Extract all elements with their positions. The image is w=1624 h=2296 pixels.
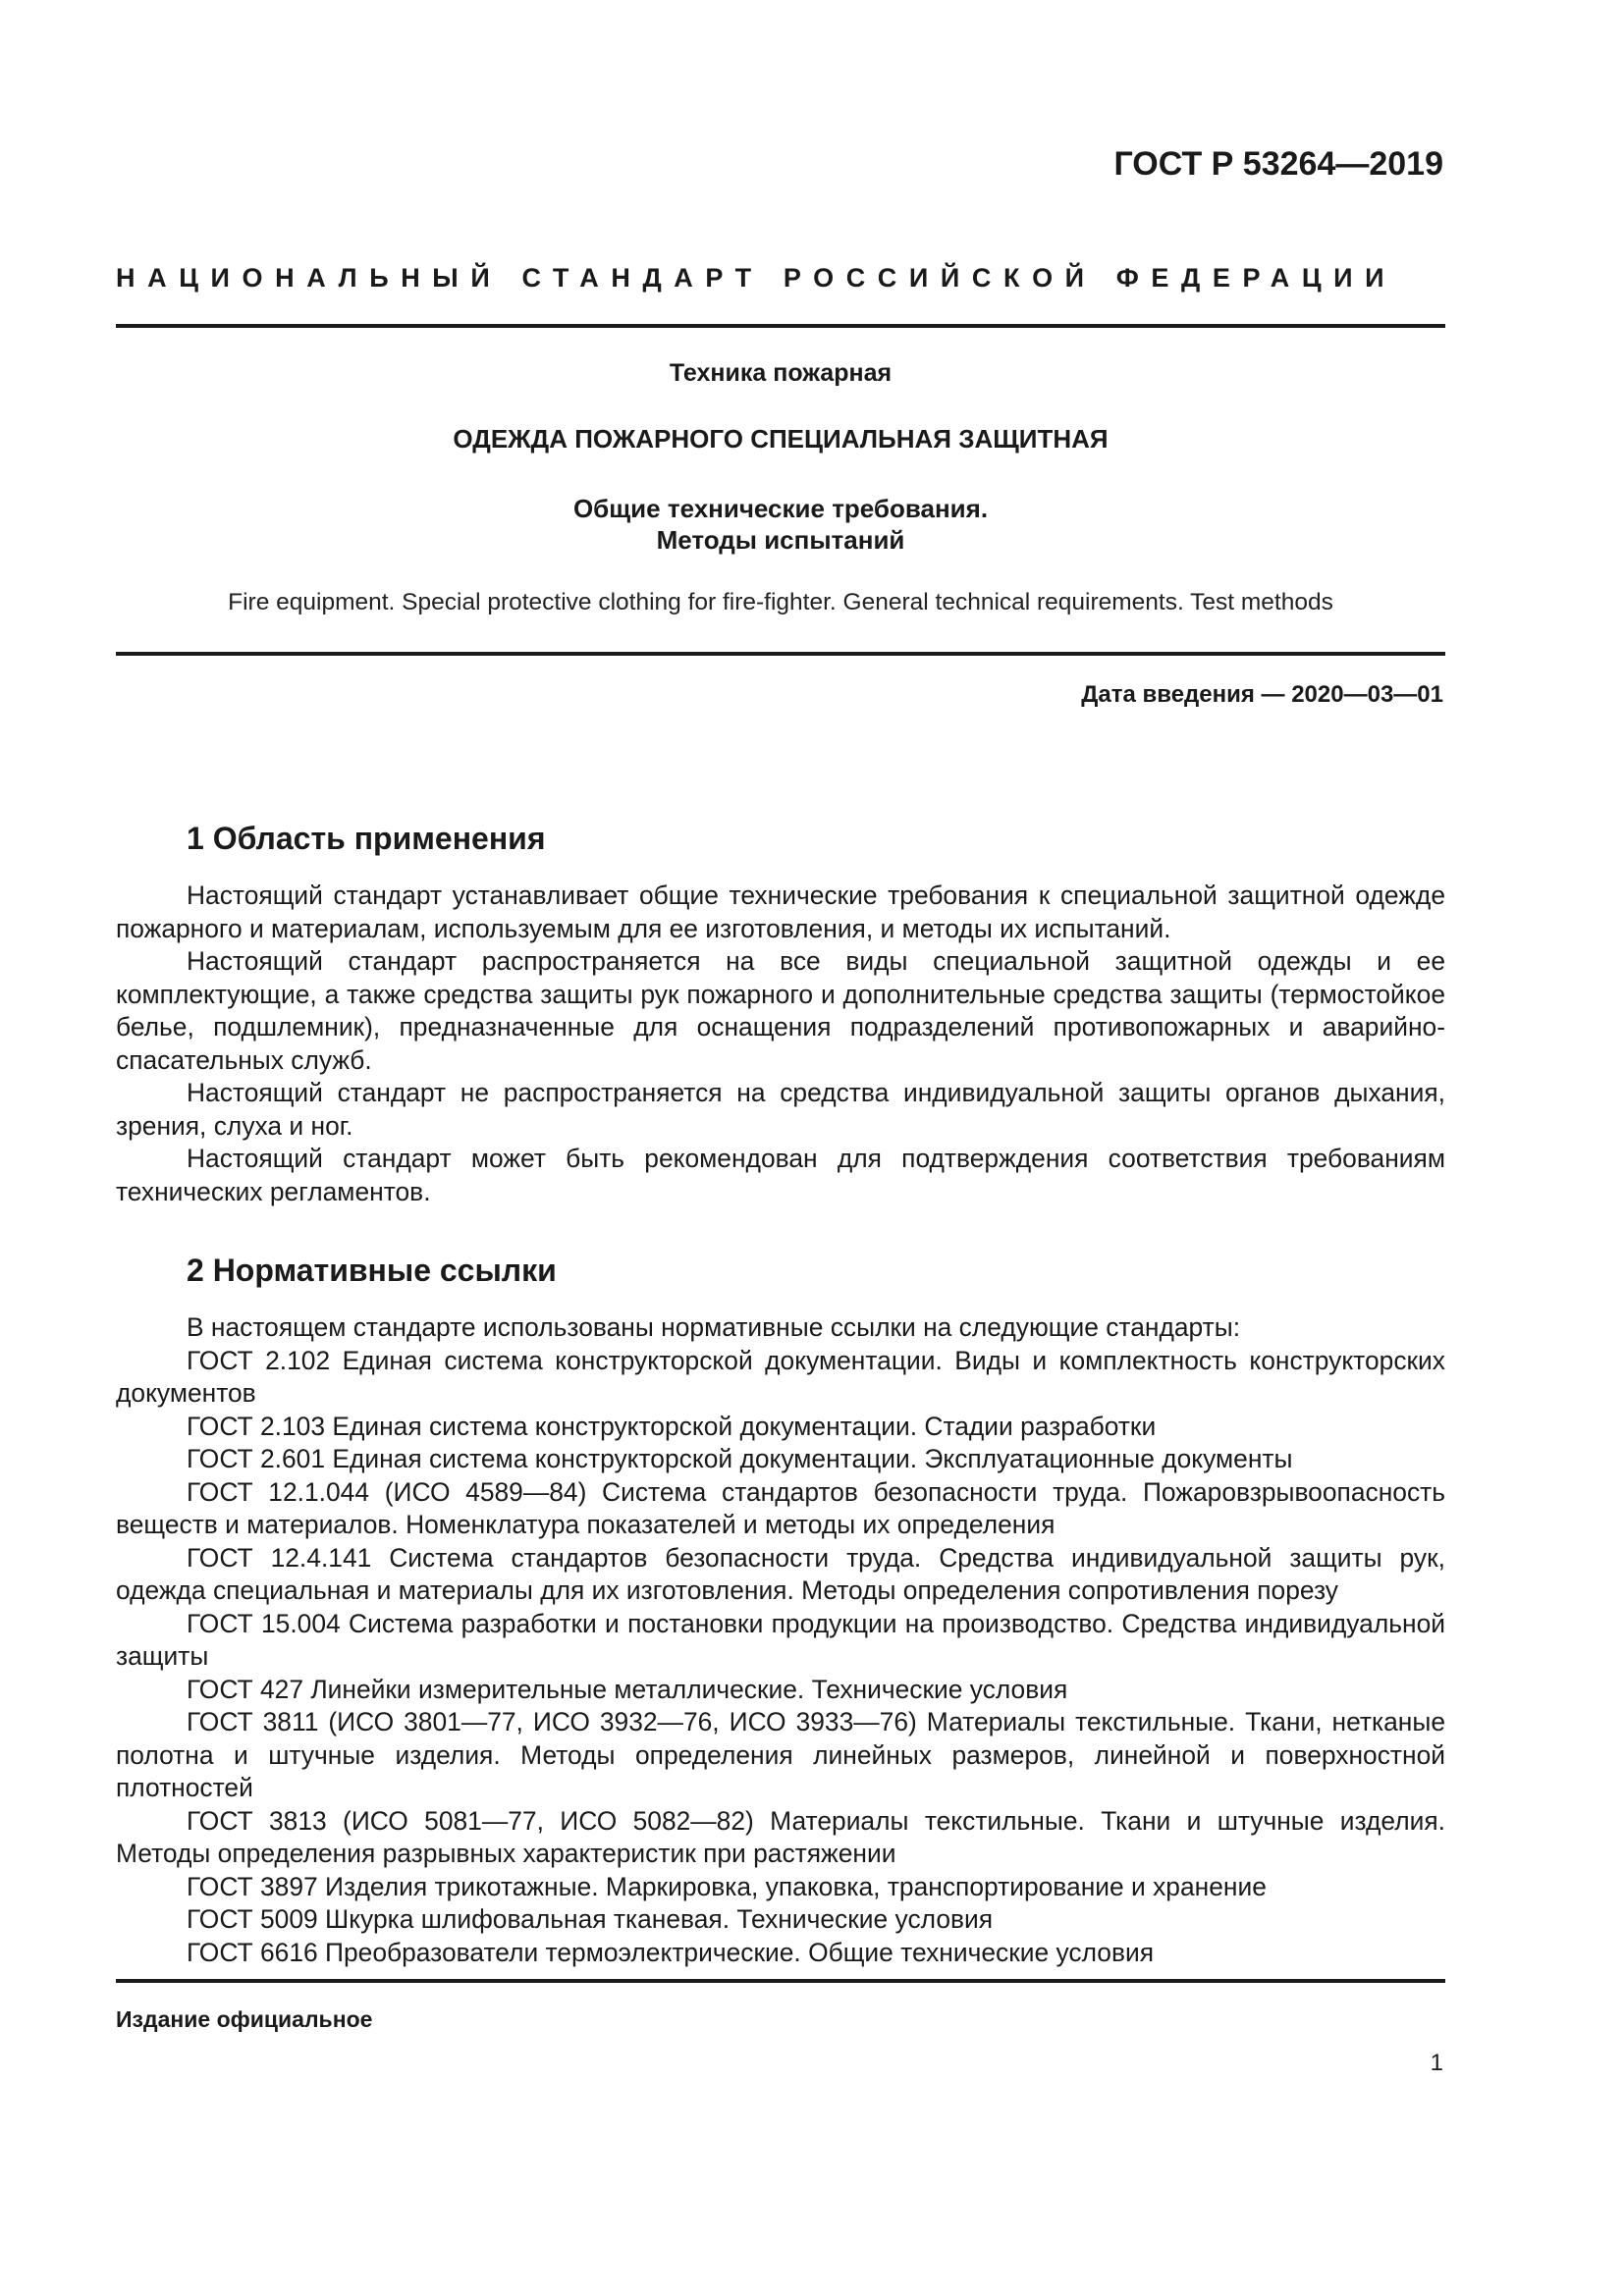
reference-item: ГОСТ 3813 (ИСО 5081—77, ИСО 5082—82) Материалы текстильные. Ткани и штучные изделия. Методы определения разрывных характеристик при растяжении	[116, 1805, 1445, 1868]
document-code: ГОСТ Р 53264—2019	[1113, 145, 1443, 183]
title-bottom-rule	[116, 652, 1445, 656]
paragraph: Настоящий стандарт может быть рекомендован для подтверждения соответствия требованиям технических регламентов.	[116, 1144, 1445, 1206]
section-1-heading: 1 Область применения	[187, 821, 546, 856]
reference-item: ГОСТ 12.1.044 (ИСО 4589—84) Система стандартов безопасности труда. Пожаровзрывоопасность веществ и материалов. Номенклатура показателей и методы их определения	[116, 1476, 1445, 1539]
section-2-body	[116, 1311, 1445, 1969]
reference-item: ГОСТ 15.004 Система разработки и постановки продукции на производство. Средства индивидуальной защиты	[116, 1608, 1445, 1671]
section-2-heading: 2 Нормативные ссылки	[187, 1253, 557, 1288]
reference-item: ГОСТ 2.103 Единая система конструкторской документации. Стадии разработки	[187, 1411, 1157, 1441]
references-intro: В настоящем стандарте использованы нормативные ссылки на следующие стандарты:	[187, 1312, 1241, 1342]
reference-item: ГОСТ 2.102 Единая система конструкторской документации. Виды и комплектность конструкторских документов	[116, 1345, 1445, 1408]
page-number: 1	[1430, 2050, 1443, 2076]
official-edition-label: Издание официальное	[116, 2006, 373, 2032]
title-line-1: Техника пожарная	[669, 359, 893, 387]
title-line-3a: Общие технические требования.	[572, 494, 989, 523]
title-line-3	[116, 493, 1445, 556]
reference-item: ГОСТ 427 Линейки измерительные металлические. Технические условия	[187, 1674, 1068, 1704]
reference-item: ГОСТ 2.601 Единая система конструкторской документации. Эксплуатационные документы	[187, 1444, 1293, 1473]
top-rule	[116, 324, 1445, 328]
section-1-body	[116, 880, 1445, 1208]
footer-rule	[116, 1979, 1445, 1983]
paragraph: Настоящий стандарт не распространяется на средства индивидуальной защиты органов дыхания, зрения, слуха и ног.	[116, 1078, 1445, 1141]
paragraph: Настоящий стандарт распространяется на все виды специальной защитной одежды и ее комплектующие, а также средства защиты рук пожарного и дополнительные средства защиты (термостойкое белье, подшлемник), предназначенные для оснащения подразделений противопожарных и аварийно-спасательных служб.	[116, 946, 1445, 1075]
reference-item: ГОСТ 3811 (ИСО 3801—77, ИСО 3932—76, ИСО 3933—76) Материалы текстильные. Ткани, нетканые полотна и штучные изделия. Методы определения линейных размеров, линейной и поверхностной плотностей	[116, 1707, 1445, 1802]
english-title: Fire equipment. Special protective clothing for fire-fighter. General technical requirements. Test methods	[228, 589, 1333, 615]
reference-item: ГОСТ 5009 Шкурка шлифовальная тканевая. Технические условия	[187, 1904, 994, 1934]
reference-item: ГОСТ 3897 Изделия трикотажные. Маркировка, упаковка, транспортирование и хранение	[187, 1871, 1267, 1901]
introduction-date: Дата введения — 2020—03—01	[1081, 681, 1443, 708]
reference-item: ГОСТ 6616 Преобразователи термоэлектрические. Общие технические условия	[187, 1937, 1155, 1967]
paragraph: Настоящий стандарт устанавливает общие технические требования к специальной защитной одежде пожарного и материалам, используемым для ее изготовления, и методы их испытаний.	[116, 881, 1445, 943]
title-line-3b: Методы испытаний	[656, 525, 905, 555]
title-line-2: ОДЕЖДА ПОЖАРНОГО СПЕЦИАЛЬНАЯ ЗАЩИТНАЯ	[453, 424, 1109, 454]
national-standard-banner: НАЦИОНАЛЬНЫЙ СТАНДАРТ РОССИЙСКОЙ ФЕДЕРАЦИИ	[116, 263, 1397, 293]
reference-item: ГОСТ 12.4.141 Система стандартов безопасности труда. Средства индивидуальной защиты рук, одежда специальная и материалы для их изготовления. Методы определения сопротивления порезу	[116, 1542, 1445, 1605]
